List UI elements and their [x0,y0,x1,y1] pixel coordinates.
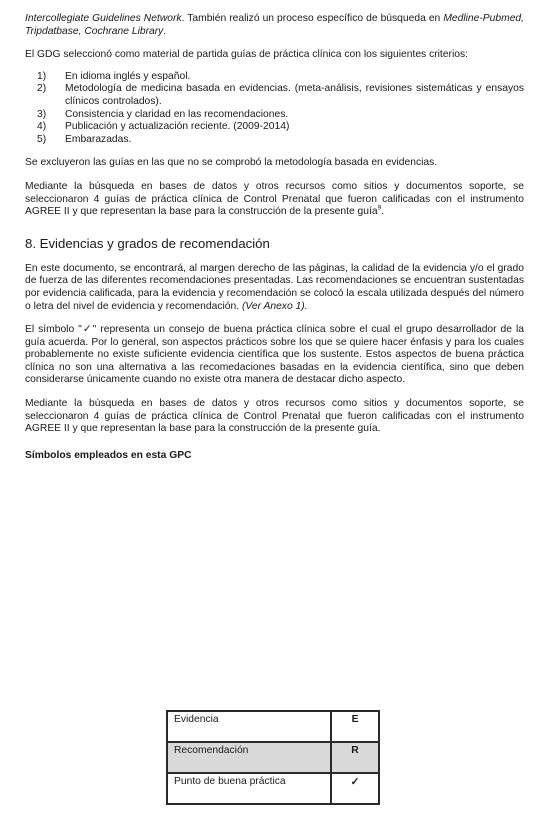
intro-end: . [163,25,167,37]
criteria-item [25,134,524,147]
database-names: Medline-Pubmed, Tripdatbase, Cochrane Library [25,13,525,37]
excluded-paragraph: Se excluyeron las guías en las que no se comprobó la metodología basada en evidencias. [25,157,438,169]
criteria-text: En idioma inglés y español. [65,70,191,82]
intro-text: . También realizó un proceso específico de búsqueda en [181,13,444,24]
criteria-intro: El GDG seleccionó como material de partida guías de práctica clínica con los siguientes criterios: [25,49,468,61]
criteria-number: 5) [37,133,47,145]
symbol-label: Recomendación [167,742,331,773]
symbol-value: E [331,711,379,742]
section-title: 8. Evidencias y grados de recomendación [25,235,270,251]
symbol-value: R [331,742,379,773]
search-paragraph-1-text: Mediante la búsqueda en bases de datos y otros recursos como sitios y documentos soporte, se seleccionaron 4 guías de práctica clínica de Control Prenatal que fueron calificadas con el instrumento AGREE II y que representan la base para la construcción de la presente guía [25,180,524,218]
evidence-paragraph [25,263,524,313]
criteria-item [25,83,524,108]
criteria-item [25,121,524,134]
table-row [167,711,379,742]
symbol-paragraph: El símbolo "✓" representa un consejo de buena práctica clínica sobre el cual el grupo desarrollador de la guía acuerda. Por lo general, son aspectos prácticos sobre los que se quiere hacer énfasis y para los cuales probablemente no existe suficiente evidencia científica que los sustente. Estos aspectos de buena práctica clínica no son una alternativa a las recomedaciones basadas en la evidencia científica, sino que deben considerarse únicamente cuando no existe otra manera de destacar dicho aspecto. [25,324,524,386]
checkmark-icon: ✓ [331,773,379,804]
symbol-label: Evidencia [167,711,331,742]
criteria-item [25,109,524,122]
criteria-text: Metodología de medicina basada en evidencias. (meta-análisis, revisiones sistemáticas y ensayos clínicos controlados). [65,83,524,107]
criteria-number: 4) [37,121,47,133]
criteria-text: Consistencia y claridad en las recomendaciones. [65,108,289,120]
intro-paragraph [25,13,524,38]
search-paragraph-2: Mediante la búsqueda en bases de datos y otros recursos como sitios y documentos soporte, se seleccionaron 4 guías de práctica clínica de Control Prenatal que fueron calificadas con el instrumento AGREE II y que representan la base para la construcción de la presente guía. [25,398,524,435]
criteria-number: 3) [37,108,47,120]
criteria-item [25,71,524,84]
criteria-number: 1) [37,70,47,82]
document-page [25,13,524,462]
table-row [167,773,379,804]
symbol-label: Punto de buena práctica [167,773,331,804]
symbols-heading: Símbolos empleados en esta GPC [25,449,192,461]
annex-reference: (Ver Anexo 1). [241,300,308,312]
symbols-table [166,710,380,805]
search-paragraph-1-end: . [381,206,385,218]
network-name: Intercollegiate Guidelines Network [25,13,182,24]
criteria-text: Publicación y actualización reciente. (2009-2014) [65,121,290,133]
reference-superscript: 9 [377,204,382,212]
search-paragraph-1 [25,181,524,219]
evidence-paragraph-text: En este documento, se encontrará, al margen derecho de las páginas, la calidad de la evidencia y/o el grado de fuerza de las diferentes recomendaciones presentadas. Las recomendaciones se encuentran sustentadas por evidencia calificada, para la evidencia y recomendación se colocó la escala utilizada después del número o letra del nivel de evidencia y recomendación. [25,262,524,312]
table-row [167,742,379,773]
criteria-text: Embarazadas. [65,133,132,145]
criteria-number: 2) [37,83,47,95]
criteria-list [25,71,524,147]
